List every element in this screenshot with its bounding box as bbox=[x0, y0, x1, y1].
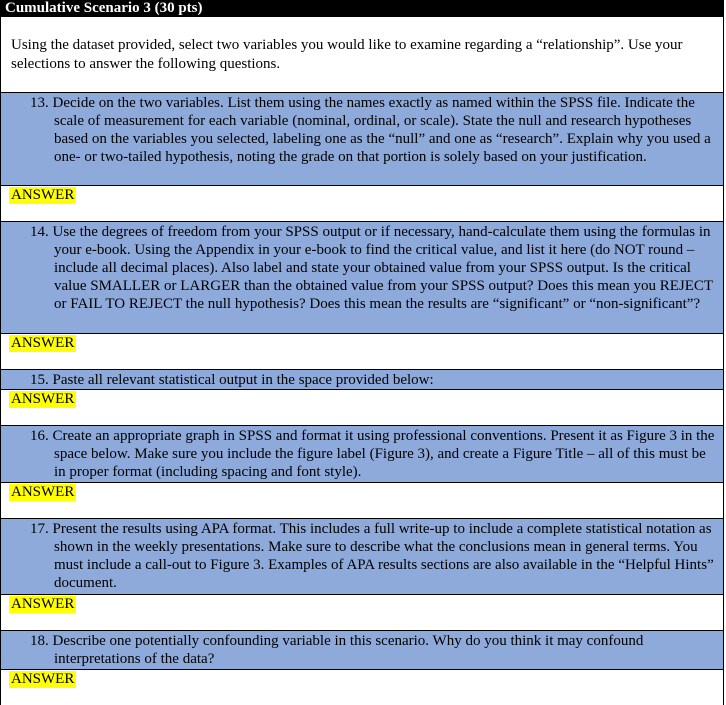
question-16 bbox=[1, 426, 723, 483]
question-text: Create an appropriate graph in SPSS and format it using professional conventions. Present it as Figure 3 in the space below. Make sure you include the figure label (Figure 3), and create a Figure Title – all of this must be in proper format (including spacing and font style). bbox=[52, 428, 715, 480]
question-number: 13. bbox=[30, 95, 49, 111]
question-block-14 bbox=[1, 221, 723, 369]
question-text: Present the results using APA format. This includes a full write-up to include a complete statistical notation as shown in the weekly presentations. Make sure to describe what the conclusions mean in general terms. You must include a call-out to Figure 3. Examples of APA results sections are also available in the “Helpful Hints” document. bbox=[52, 521, 714, 591]
question-text: Use the degrees of freedom from your SPSS output or if necessary, hand-calculate them using the formulas in your e-book. Using the Appendix in your e-book to find the critical value, and list it here (do NOT round – include all decimal places). Also label and state your obtained value from your SPSS output. Is the critical value SMALLER or LARGER than the obtained value from your SPSS output? Does this mean you REJECT or FAIL TO REJECT the null hypothesis? Does this mean the results are “significant” or “non-significant”? bbox=[52, 224, 713, 312]
answer-box-16[interactable] bbox=[1, 483, 723, 518]
question-number: 18. bbox=[30, 633, 49, 649]
answer-label: ANSWER bbox=[11, 484, 75, 500]
question-number: 17. bbox=[30, 521, 49, 537]
answer-box-15[interactable] bbox=[1, 390, 723, 425]
question-text: Decide on the two variables. List them using the names exactly as named within the SPSS file. Indicate the scale of measurement for each variable (nominal, ordinal, or scale). State the null and research hypotheses based on the variables you selected, labeling one as the “null” and one as “research”. Explain why you used a one- or two-tailed hypothesis, noting the grade on that portion is solely based on your justification. bbox=[52, 95, 711, 165]
intro-text: Using the dataset provided, select two variables you would like to examine regarding a “relationship”. Use your selections to answer the following questions. bbox=[11, 37, 683, 72]
answer-label: ANSWER bbox=[11, 187, 75, 203]
question-block-15 bbox=[1, 369, 723, 425]
answer-box-14[interactable] bbox=[1, 334, 723, 369]
question-block-18 bbox=[1, 630, 723, 705]
page-title: Cumulative Scenario 3 (30 pts) bbox=[1, 0, 723, 17]
question-block-16 bbox=[1, 425, 723, 518]
question-block-13 bbox=[1, 92, 723, 221]
question-number: 16. bbox=[30, 428, 49, 444]
question-text: Describe one potentially confounding variable in this scenario. Why do you think it may confound interpretations of the data? bbox=[52, 633, 644, 667]
answer-label: ANSWER bbox=[11, 391, 75, 407]
answer-box-17[interactable] bbox=[1, 595, 723, 630]
answer-label: ANSWER bbox=[11, 671, 75, 687]
question-15 bbox=[1, 370, 723, 390]
answer-label: ANSWER bbox=[11, 335, 75, 351]
question-number: 15. bbox=[30, 372, 49, 388]
answer-box-18[interactable] bbox=[1, 670, 723, 705]
question-block-17 bbox=[1, 518, 723, 630]
question-number: 14. bbox=[30, 224, 49, 240]
question-14 bbox=[1, 222, 723, 334]
answer-label: ANSWER bbox=[11, 596, 75, 612]
question-18 bbox=[1, 631, 723, 670]
question-17 bbox=[1, 519, 723, 595]
question-13 bbox=[1, 93, 723, 186]
answer-box-13[interactable] bbox=[1, 186, 723, 221]
question-text: Paste all relevant statistical output in the space provided below: bbox=[52, 372, 434, 388]
